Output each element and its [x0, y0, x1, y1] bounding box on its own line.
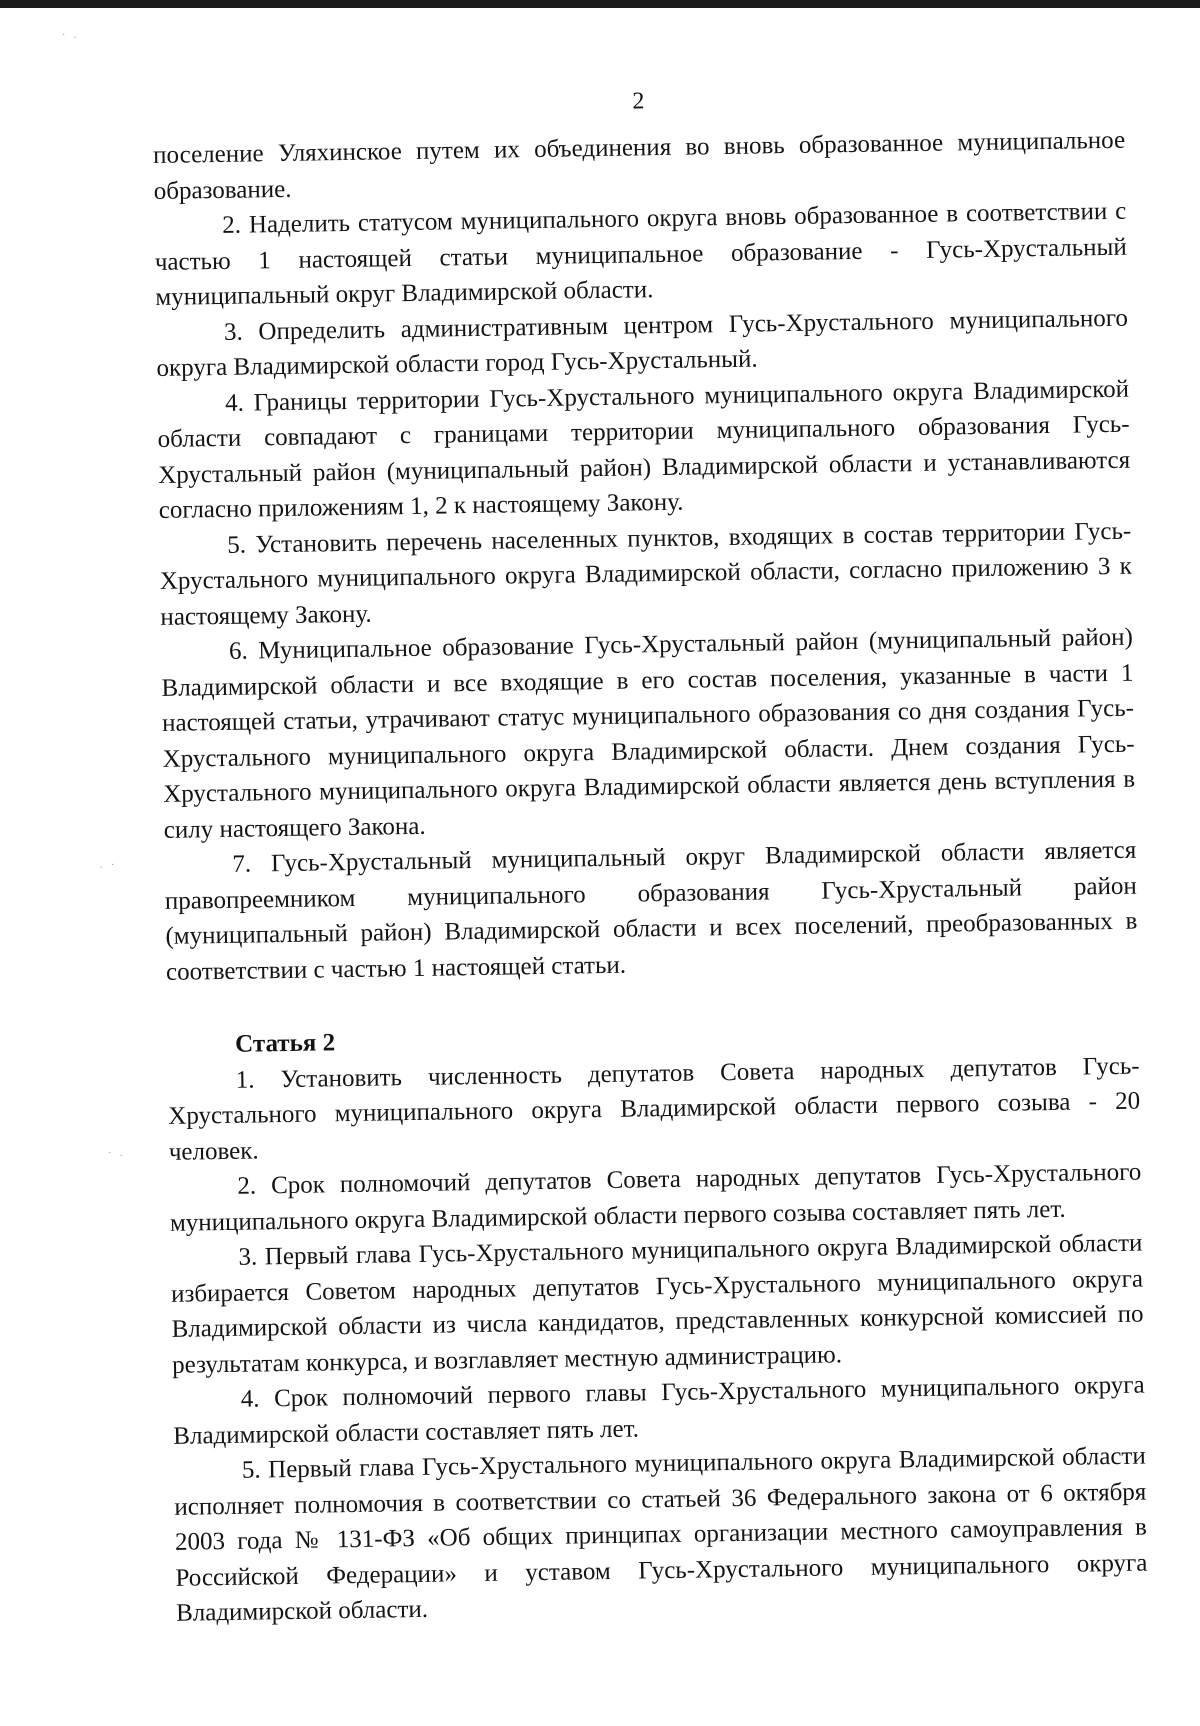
article-1-item-5: 5. Установить перечень населенных пунктов, входящих в состав территории Гусь-Хрустального муниципального округа Владимирской области, согласно приложению 3 к настоящему Закону. [159, 517, 1132, 631]
page-number: 2 [632, 88, 645, 115]
article-2-item-1: 1. Установить численность депутатов Совета народных депутатов Гусь-Хрустального муниципального округа Владимирской области первого созыва - 20 человек. [168, 1052, 1141, 1166]
article-1-item-7: 7. Гусь-Хрустальный муниципальный округ Владимирской области является правопреемником муниципального образования Гусь-Хрустальный район (муниципальный район) Владимирской области и всех поселений, преобразованных в соответствии с частью 1 настоящей статьи. [164, 836, 1138, 986]
article-1-items [154, 194, 1138, 990]
document-page [152, 65, 1148, 1632]
article-2-heading: Статья 2 [234, 1029, 336, 1058]
article-2-item-2: 2. Срок полномочий депутатов Совета народных депутатов Гусь-Хрустального муниципального округа Владимирской области первого созыва составляет пять лет. [169, 1158, 1142, 1237]
scan-top-edge [0, 0, 1200, 8]
article-1-item-4: 4. Границы территории Гусь-Хрустального муниципального округа Владимирской области совпадают с границами территории муниципального образования Гусь-Хрустальный район (муниципальный район) Владимирской области и устанавливаются согласно приложениям 1, 2 к настоящему Закону. [157, 375, 1131, 524]
scan-noise-left-middle: . · [100, 860, 118, 871]
article-2-item-5: 5. Первый глава Гусь-Хрустального муниципального округа Владимирской области исполняет полномочия в соответствии со статьей 36 Федерального закона от 6 октября 2003 года № 131-ФЗ «Об общих принципах организации местного самоуправления в Российской Федерации» и уставом Гусь-Хрустального муниципального округа Владимирской области. [174, 1442, 1148, 1627]
article-2-item-3: 3. Первый глава Гусь-Хрустального муниципального округа Владимирской области избирается Советом народных депутатов Гусь-Хрустального муниципального округа Владимирской области из числа кандидатов, представленных конкурсной комиссией по результатам конкурса, и возглавляет местную администрацию. [170, 1229, 1144, 1379]
scan-noise-left-lower: · . [108, 1148, 126, 1159]
article-2-items [167, 1048, 1148, 1631]
paragraph-continuation: поселение Уляхинское путем их объединения во вновь образованное муниципальное образование. [152, 126, 1126, 205]
scan-noise-top-left: · . [62, 30, 80, 41]
article-1-item-2: 2. Наделить статусом муниципального округа вновь образованное в соответствии с частью 1 настоящей статьи муниципальное образование - Гусь-Хрустальный муниципальный округ Владимирской области. [154, 197, 1127, 311]
article-1-item-6: 6. Муниципальное образование Гусь-Хрустальный район (муниципальный район) Владимирской области и все входящие в его состав поселения, указанные в части 1 настоящей статьи, утрачивают статус муниципального образования со дня создания Гусь-Хрустального муниципального округа Владимирской области. Днем создания Гусь-Хрустального муниципального округа Владимирской области является день вступления в силу настоящего Закона. [161, 623, 1136, 844]
article-1-item-3: 3. Определить административным центром Гусь-Хрустального муниципального округа Владимирской области город Гусь-Хрустальный. [156, 304, 1129, 382]
article-2-item-4: 4. Срок полномочий первого главы Гусь-Хрустального муниципального округа Владимирской области составляет пять лет. [173, 1371, 1145, 1450]
